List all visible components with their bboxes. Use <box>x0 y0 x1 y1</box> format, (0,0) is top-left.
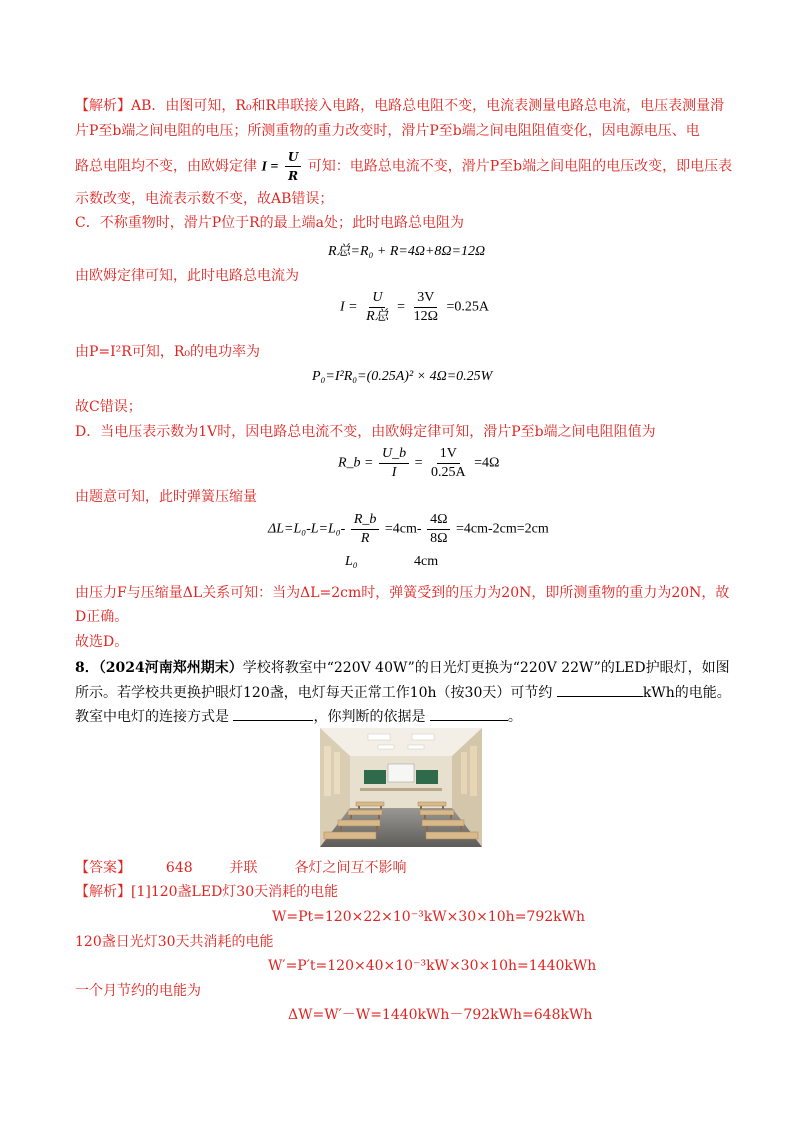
answer-label: 【答案】 <box>75 860 131 876</box>
classroom-illustration <box>320 728 482 847</box>
analysis-line-10: 由题意可知，此时弹簧压缩量 <box>75 489 257 505</box>
analysis8-equation-2: W′=P′t=120×40×10⁻³kW×30×10h=1440kWh <box>268 958 597 974</box>
equation-total-current: I = $\frac{U}{\text{R总}}$ = $\frac{3V}{12\Omega}$ =0.25A <box>340 290 489 324</box>
analysis8-line-1: 【解析】[1]120盏LED灯30天消耗的电能 <box>75 884 339 900</box>
analysis-line-4: 示数改变，电流表示数不变，故AB错误； <box>75 191 334 207</box>
answer-blank-3[interactable] <box>430 708 508 721</box>
analysis-line-8: 故C错误； <box>75 399 142 415</box>
equation-compression: ΔL=L₀-L=L₀- $\frac{R\_b}{R}$ =4cm- $\frac{4\Omega}{8\Omega}$ =4cm-2cm=2cm <box>268 512 549 546</box>
equation-resistance-b: R_b = $\frac{U\_b}{I}$ = $\frac{1V}{0.25A}$ =4Ω <box>338 446 500 480</box>
equation-compression-l0: L₀ <box>345 554 358 569</box>
question-8-line-1: 8．（2024河南郑州期末）学校将教室中“220V 40W”的日光灯更换为“220V 22W”的LED护眼灯，如图 <box>75 660 730 676</box>
classroom-photo <box>320 728 482 847</box>
answer-line <box>75 858 406 878</box>
answer-blank-1[interactable] <box>557 684 643 697</box>
ohm-law-fraction: $\frac{U}{R}$ <box>285 149 301 184</box>
analysis-line-13: 故选D。 <box>75 634 129 650</box>
analysis-line-2: 片P至b端之间电阻的电压；所测重物的重力改变时，滑片P至b端之间电阻阻值变化，因电源电压、电 <box>75 123 700 139</box>
analysis8-line-3: 一个月节约的电能为 <box>75 983 201 999</box>
analysis-line-6: 由欧姆定律可知，此时电路总电流为 <box>75 268 299 284</box>
equation-compression-4cm: 4cm <box>414 554 439 569</box>
equation-total-resistance: R总=R₀ + R=4Ω+8Ω=12Ω <box>328 244 486 259</box>
analysis8-equation-3: ΔW=W′－W=1440kWh－792kWh=648kWh <box>288 1007 593 1023</box>
analysis-line-1: 【解析】AB．由图可知，R₀和R串联接入电路，电路总电阻不变，电流表测量电路总电流，电压表测量滑 <box>75 98 725 114</box>
analysis-line-5: C．不称重物时，滑片P位于R的最上端a处；此时电路总电阻为 <box>75 215 465 231</box>
answer-value-3: 各灯之间互不影响 <box>294 860 407 876</box>
answer-value-1: 648 <box>165 860 193 876</box>
analysis-line-7: 由P=I²R可知，R₀的电功率为 <box>75 344 260 360</box>
analysis-line-3: 路总电阻均不变，由欧姆定律 I = $\frac{U}{R}$ 可知：电路总电流不变，滑片P至b端之间电阻的电压改变，即电压表 <box>75 150 733 183</box>
analysis-line-11: 由压力F与压缩量ΔL关系可知：当为ΔL=2cm时，弹簧受到的压力为20N，即所测重物的重力为20N，故 <box>75 585 730 601</box>
question-number: 8． <box>75 660 99 676</box>
analysis-line-9: D．当电压表示数为1V时，因电路总电流不变，由欧姆定律可知，滑片P至b端之间电阻阻值为 <box>75 424 656 440</box>
analysis-line-12: D正确。 <box>75 609 129 625</box>
question-8-line-3: 教室中电灯的连接方式是 ，你判断的依据是 。 <box>75 709 522 725</box>
analysis8-equation-1: W=Pt=120×22×10⁻³kW×30×10h=792kWh <box>272 909 586 925</box>
question-8-line-2: 所示。若学校共更换护眼灯120盏，电灯每天正常工作10h（按30天）可节约 kWh的电能。 <box>75 685 731 701</box>
analysis8-line-2: 120盏日光灯30天共消耗的电能 <box>75 934 274 950</box>
equation-power: P₀=I²R₀=(0.25A)² × 4Ω=0.25W <box>312 369 493 384</box>
answer-value-2: 并联 <box>229 860 258 876</box>
question-source: （2024河南郑州期末） <box>98 660 243 676</box>
ohm-law-lhs: I = <box>261 159 279 175</box>
answer-blank-2[interactable] <box>233 708 313 721</box>
